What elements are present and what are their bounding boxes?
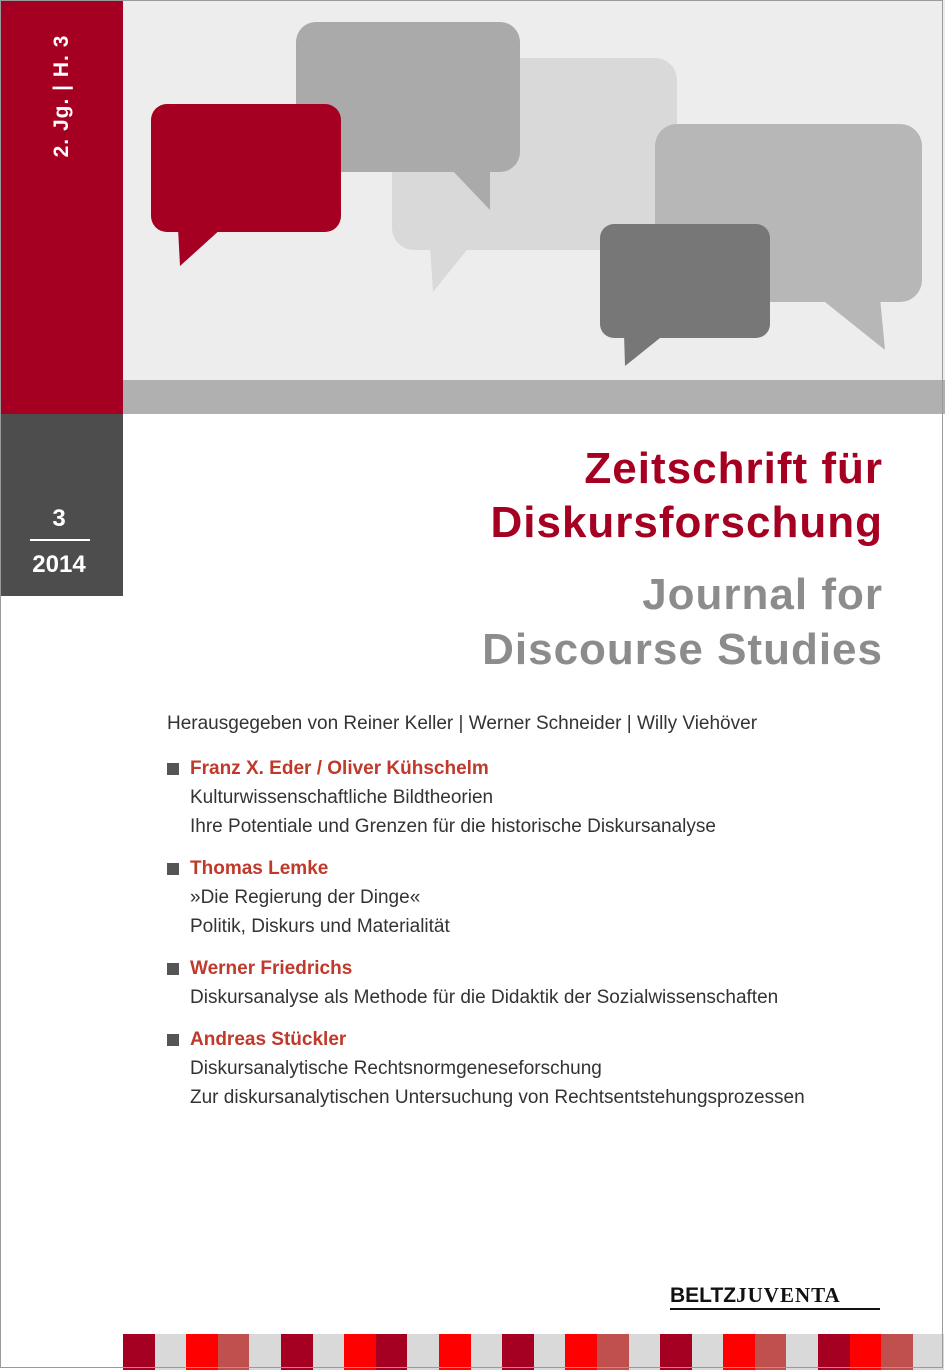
footer-square (439, 1334, 471, 1370)
journal-title-english (482, 567, 883, 677)
footer-square (660, 1334, 692, 1370)
footer-square (344, 1334, 376, 1370)
article-title-line: Kulturwissenschaftliche Bildtheorien (190, 787, 494, 808)
journal-title-english-line2: Discourse Studies (482, 625, 883, 674)
article-title-line: Diskursanalyse als Methode für die Didaktik der Sozialwissenschaften (190, 987, 779, 1008)
footer-square (376, 1334, 408, 1370)
footer-square (281, 1334, 313, 1370)
volume-issue-label: 2. Jg. | H. 3 (50, 34, 73, 158)
footer-square (913, 1334, 945, 1370)
bullet-square-icon (167, 863, 179, 875)
journal-title-german-line2: Diskursforschung (490, 498, 883, 547)
editors-line: Herausgegeben von Reiner Keller | Werner Schneider | Willy Viehöver (167, 713, 758, 734)
journal-title-german (490, 442, 883, 550)
footer-square (629, 1334, 661, 1370)
article-author: Werner Friedrichs (190, 958, 353, 979)
footer-square (786, 1334, 818, 1370)
footer-square (155, 1334, 187, 1370)
banner-divider-strip (123, 380, 945, 414)
article-subtitle-line: Ihre Potentiale und Grenzen für die historische Diskursanalyse (190, 816, 716, 837)
footer-square (123, 1334, 155, 1370)
article-subtitle-line: Zur diskursanalytischen Untersuchung von Rechtsentstehungsprozessen (190, 1087, 805, 1108)
issue-divider (30, 539, 90, 541)
issue-box (0, 414, 123, 596)
footer-square (692, 1334, 724, 1370)
speech-bubble-icon-red (151, 104, 341, 266)
publisher-logo (670, 1283, 841, 1311)
footer-square (818, 1334, 850, 1370)
footer-square (502, 1334, 534, 1370)
footer-square (850, 1334, 882, 1370)
journal-title-english-line1: Journal for (642, 570, 883, 619)
footer-square (565, 1334, 597, 1370)
bullet-square-icon (167, 1034, 179, 1046)
footer-square (755, 1334, 787, 1370)
speech-bubbles-illustration (0, 0, 945, 414)
article-author: Franz X. Eder / Oliver Kühschelm (190, 758, 489, 779)
article-author: Andreas Stückler (190, 1029, 347, 1050)
footer-square (534, 1334, 566, 1370)
publisher-underline (670, 1308, 880, 1310)
footer-square (723, 1334, 755, 1370)
article-title-line: »Die Regierung der Dinge« (190, 887, 421, 908)
footer-square (313, 1334, 345, 1370)
bullet-square-icon (167, 963, 179, 975)
journal-title-german-line1: Zeitschrift für (584, 444, 883, 493)
issue-year: 2014 (32, 551, 86, 578)
publisher-name-beltz: BELTZ (670, 1284, 737, 1307)
article-title-line: Diskursanalytische Rechtsnormgeneseforschung (190, 1058, 602, 1079)
footer-square (407, 1334, 439, 1370)
publisher-name-juventa: JUVENTA (736, 1283, 841, 1307)
footer-square (218, 1334, 250, 1370)
bullet-square-icon (167, 763, 179, 775)
footer-square (597, 1334, 629, 1370)
article-subtitle-line: Politik, Diskurs und Materialität (190, 916, 450, 937)
footer-square (249, 1334, 281, 1370)
footer-color-squares (123, 1334, 945, 1370)
footer-square (186, 1334, 218, 1370)
footer-square (881, 1334, 913, 1370)
footer-square (471, 1334, 503, 1370)
article-author: Thomas Lemke (190, 858, 329, 879)
speech-bubble-icon-dark (600, 224, 770, 366)
issue-number: 3 (52, 505, 66, 532)
